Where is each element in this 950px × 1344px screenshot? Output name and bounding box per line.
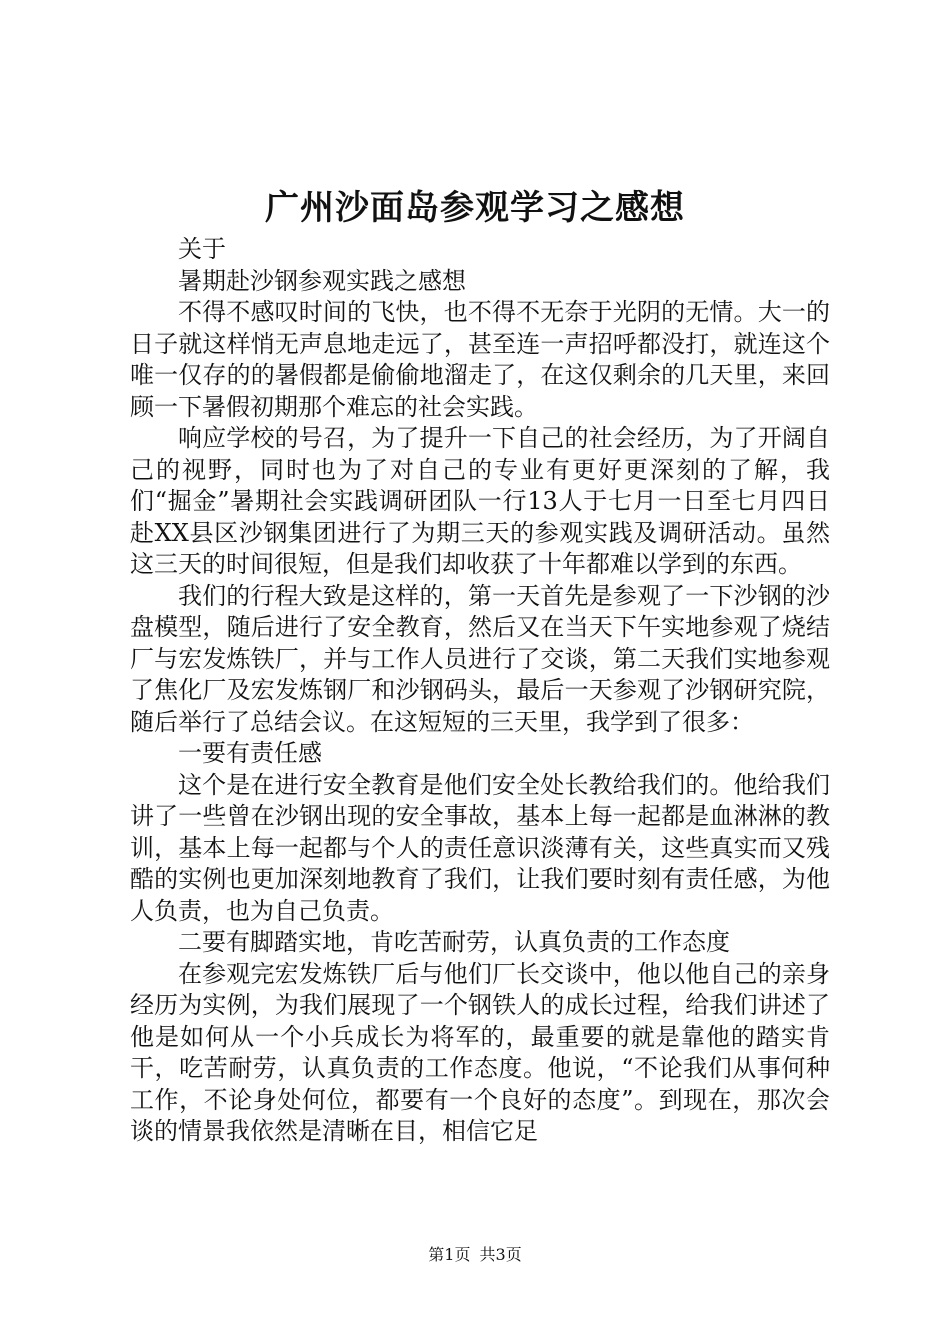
paragraph-subtitle: 暑期赴沙钢参观实践之感想 (178, 266, 466, 295)
page-total: 共3页 (479, 1245, 522, 1264)
paragraph: 响应学校的号召，为了提升一下自己的社会经历，为了开阔自己的视野，同时也为了对自己的专业有更好更深刻的了解，我们“掘金”暑期社会实践调研团队一行13人于七月一日至七月四日赴XX县区沙钢集团进行了为期三天的参观实践及调研活动。虽然这三天的时间很短，但是我们却收获了十年都难以学到的东西。 (130, 424, 830, 578)
section-heading: 一要有责任感 (178, 739, 322, 767)
page-footer (0, 1243, 950, 1267)
page-number: 第1页 (428, 1245, 471, 1264)
paragraph: 不得不感叹时间的飞快，也不得不无奈于光阴的无情。大一的日子就这样悄无声息地走远了，甚至连一声招呼都没打，就连这个唯一仅存的的暑假都是偷偷地溜走了，在这仅剩余的几天里，来回顾一下暑假初期那个难忘的社会实践。 (130, 298, 830, 421)
paragraph: 这个是在进行安全教育是他们安全处长教给我们的。他给我们讲了一些曾在沙钢出现的安全事故，基本上每一起都是血淋淋的教训，基本上每一起都与个人的责任意识淡薄有关，这些真实而又残酷的实例也更加深刻地教育了我们，让我们要时刻有责任感，为他人负责，也为自己负责。 (130, 770, 830, 925)
paragraph: 在参观完宏发炼铁厂后与他们厂长交谈中，他以他自己的亲身经历为实例，为我们展现了一个钢铁人的成长过程，给我们讲述了他是如何从一个小兵成长为将军的，最重要的就是靠他的踏实肯干，吃苦耐劳，认真负责的工作态度。他说，“不论我们从事何种工作，不论身处何位，都要有一个良好的态度”。到现在，那次会谈的情景我依然是清晰在目，相信它足 (130, 959, 830, 1145)
section-heading: 二要有脚踏实地，肯吃苦耐劳，认真负责的工作态度 (178, 928, 730, 956)
document-body (130, 234, 830, 1148)
document-title: 广州沙面岛参观学习之感想 (265, 188, 685, 228)
paragraph: 我们的行程大致是这样的，第一天首先是参观了一下沙钢的沙盘模型，随后进行了安全教育，然后又在当天下午实地参观了烧结厂与宏发炼铁厂，并与工作人员进行了交谈，第二天我们实地参观了焦化厂及宏发炼钢厂和沙钢码头，最后一天参观了沙钢研究院，随后举行了总结会议。在这短短的三天里，我学到了很多： (130, 581, 830, 736)
paragraph-intro-label: 关于 (178, 235, 226, 263)
